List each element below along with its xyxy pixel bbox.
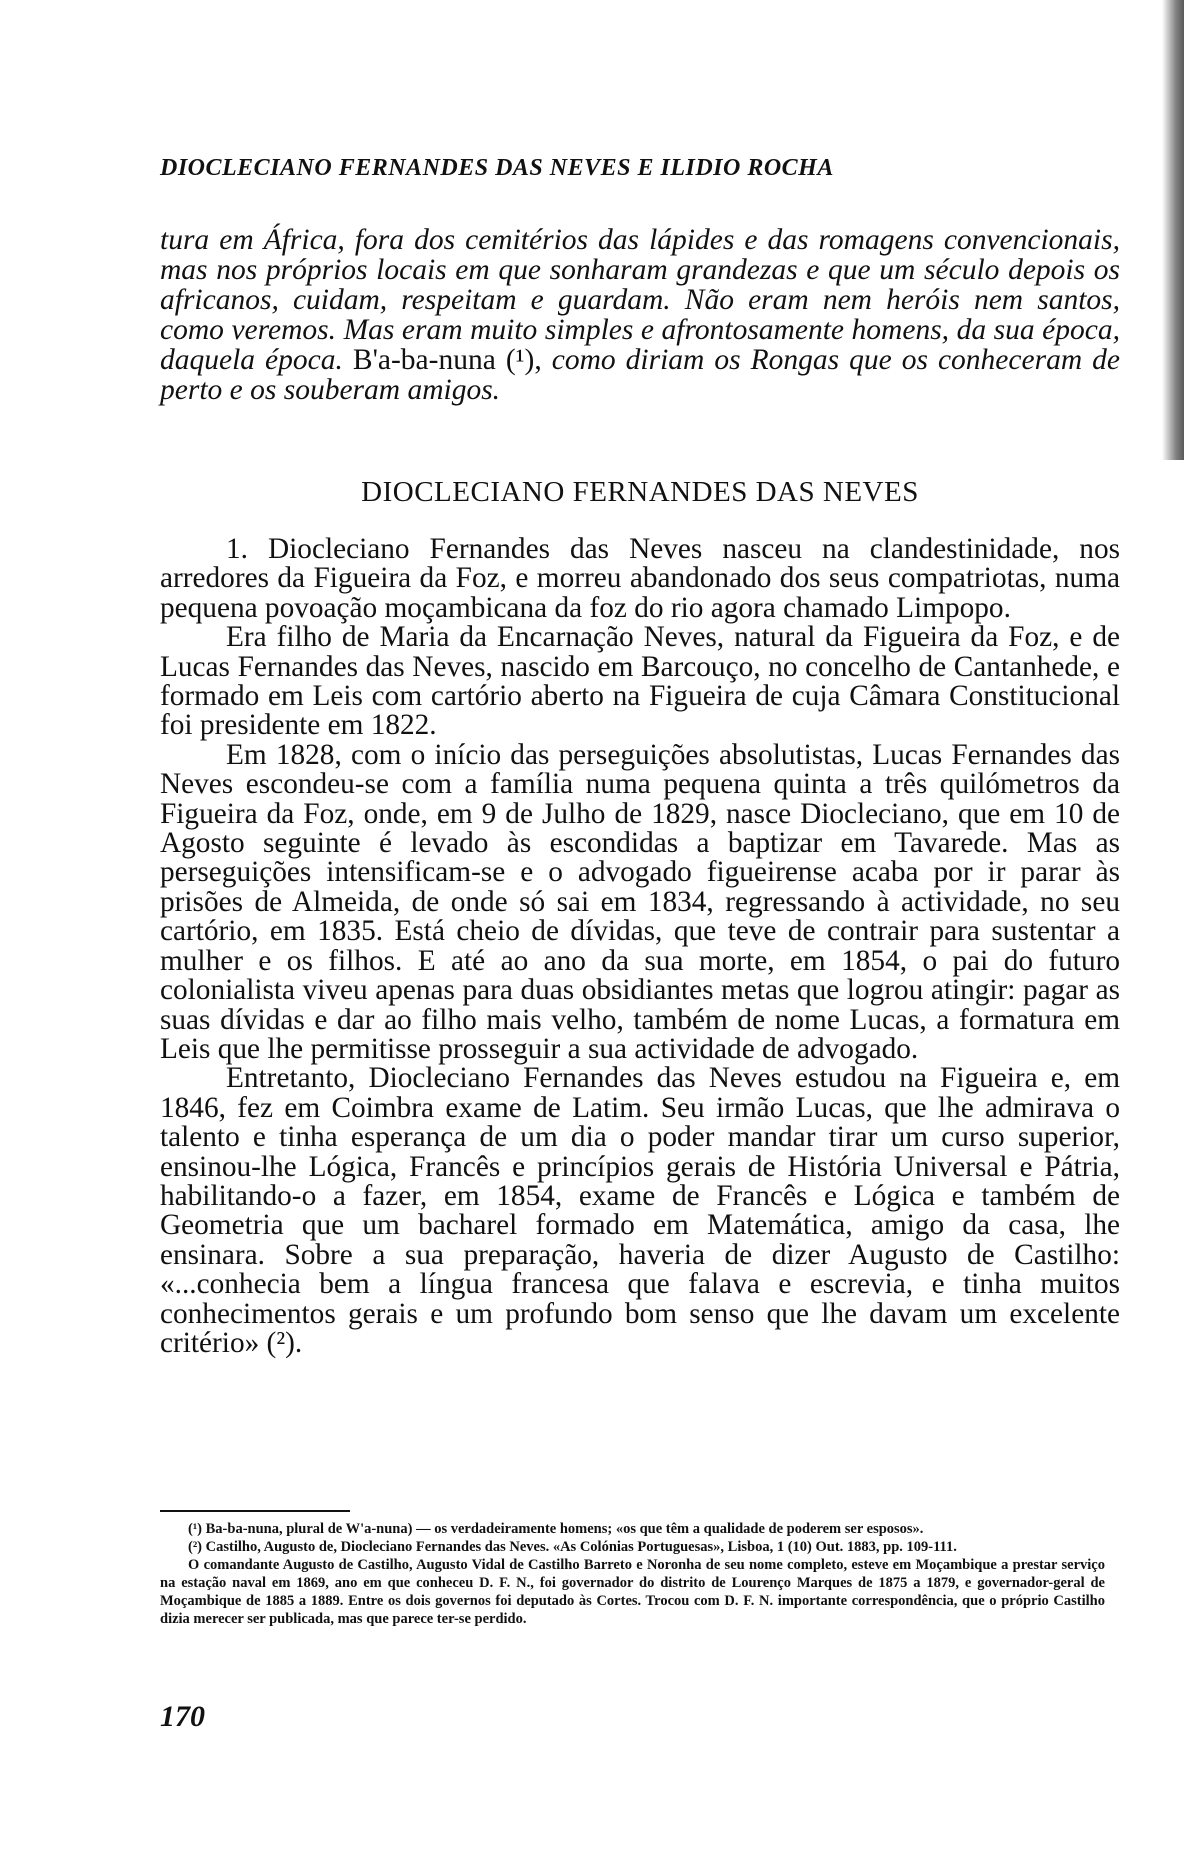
footnote-3: O comandante Augusto de Castilho, Augusto Vidal de Castilho Barreto e Noronha de seu nome completo, esteve em Moçambique a prestar serviço na estação naval em 1869, ano em que conheceu D. F. N., foi governador do distrito de Lourenço Marques de 1875 a 1879, e governador-geral de Moçambique de 1885 a 1889. Entre os dois governos foi deputado às Cortes. Trocou com D. F. N. importante correspondência, que o próprio Castilho dizia merecer ser publicada, mas que parece ter-se perdido. bbox=[160, 1557, 1105, 1627]
intro-paragraph bbox=[160, 225, 1120, 405]
body-text bbox=[160, 535, 1120, 1358]
running-head: DIOCLECIANO FERNANDES DAS NEVES E ILIDIO ROCHA bbox=[160, 155, 834, 181]
paragraph-3: Em 1828, com o início das perseguições absolutistas, Lucas Fernandes das Neves escondeu-se com a família numa pequena quinta a três quilómetros da Figueira da Foz, onde, em 9 de Julho de 1829, nasce Diocleciano, que em 10 de Agosto seguinte é levado às escondidas a baptizar em Tavarede. Mas as perseguições intensificam-se e o advogado figueirense acaba por ir parar às prisões de Almeida, de onde só sai em 1834, regressando à actividade, no seu cartório, em 1835. Está cheio de dívidas, que teve de contrair para sustentar a mulher e os filhos. E até ao ano da sua morte, em 1854, o pai do futuro colonialista viveu apenas para duas obsidiantes metas que logrou atingir: pagar as suas dívidas e dar ao filho mais velho, também de nome Lucas, a formatura em Leis que lhe permitisse prosseguir a sua actividade de advogado. bbox=[160, 738, 1120, 1065]
intro-upright-text: B'a-ba-nuna (¹), bbox=[342, 344, 542, 376]
footnote-1: (¹) Ba-ba-nuna, plural de W'a-nuna) — os verdadeiramente homens; «os que têm a qualidade de poderem ser esposos». bbox=[188, 1521, 924, 1537]
footnote-divider bbox=[160, 1510, 350, 1512]
intro-italic-end: como diriam os Rongas que os conheceram de perto e os souberam amigos. bbox=[160, 344, 1120, 406]
paragraph-2: Era filho de Maria da Encarnação Neves, natural da Figueira da Foz, e de Lucas Fernandes das Neves, nascido em Barcouço, no concelho de Cantanhede, e formado em Leis com cartório aberto na Figueira de cuja Câmara Constitucional foi presidente em 1822. bbox=[160, 621, 1120, 742]
section-title: DIOCLECIANO FERNANDES DAS NEVES bbox=[361, 476, 919, 508]
footnotes bbox=[160, 1520, 1105, 1628]
paragraph-1: 1. Diocleciano Fernandes das Neves nasceu na clandestinidade, nos arredores da Figueira da Foz, e morreu abandonado dos seus compatriotas, numa pequena povoação moçambicana da foz do rio agora chamado Limpopo. bbox=[160, 533, 1120, 624]
paragraph-4: Entretanto, Diocleciano Fernandes das Neves estudou na Figueira e, em 1846, fez em Coimbra exame de Latim. Seu irmão Lucas, que lhe admirava o talento e tinha esperança de um dia o poder mandar tirar um curso superior, ensinou-lhe Lógica, Francês e princípios gerais de História Universal e Pátria, habilitando-o a fazer, em 1854, exame de Francês e Lógica e também de Geometria que um bacharel formado em Matemática, amigo da casa, lhe ensinara. Sobre a sua preparação, haveria de dizer Augusto de Castilho: «...conhecia bem a língua francesa que falava e escrevia, e tinha muitos conhecimentos gerais e um profundo bom senso que lhe davam um excelente critério» (²). bbox=[160, 1062, 1120, 1359]
page-number: 170 bbox=[160, 1700, 205, 1733]
page-edge-shadow bbox=[1162, 0, 1184, 460]
footnote-2: (²) Castilho, Augusto de, Diocleciano Fernandes das Neves. «As Colónias Portuguesas», Lisboa, 1 (10) Out. 1883, pp. 109-111. bbox=[188, 1539, 957, 1555]
intro-italic-text: tura em África, fora dos cemitérios das lápides e das romagens convencionais, mas nos próprios locais em que sonharam grandezas e que um século depois os africanos, cuidam, respeitam e guardam. Não eram nem heróis nem santos, como veremos. Mas eram muito simples e afrontosamente homens, da sua época, daquela época. bbox=[160, 224, 1120, 376]
